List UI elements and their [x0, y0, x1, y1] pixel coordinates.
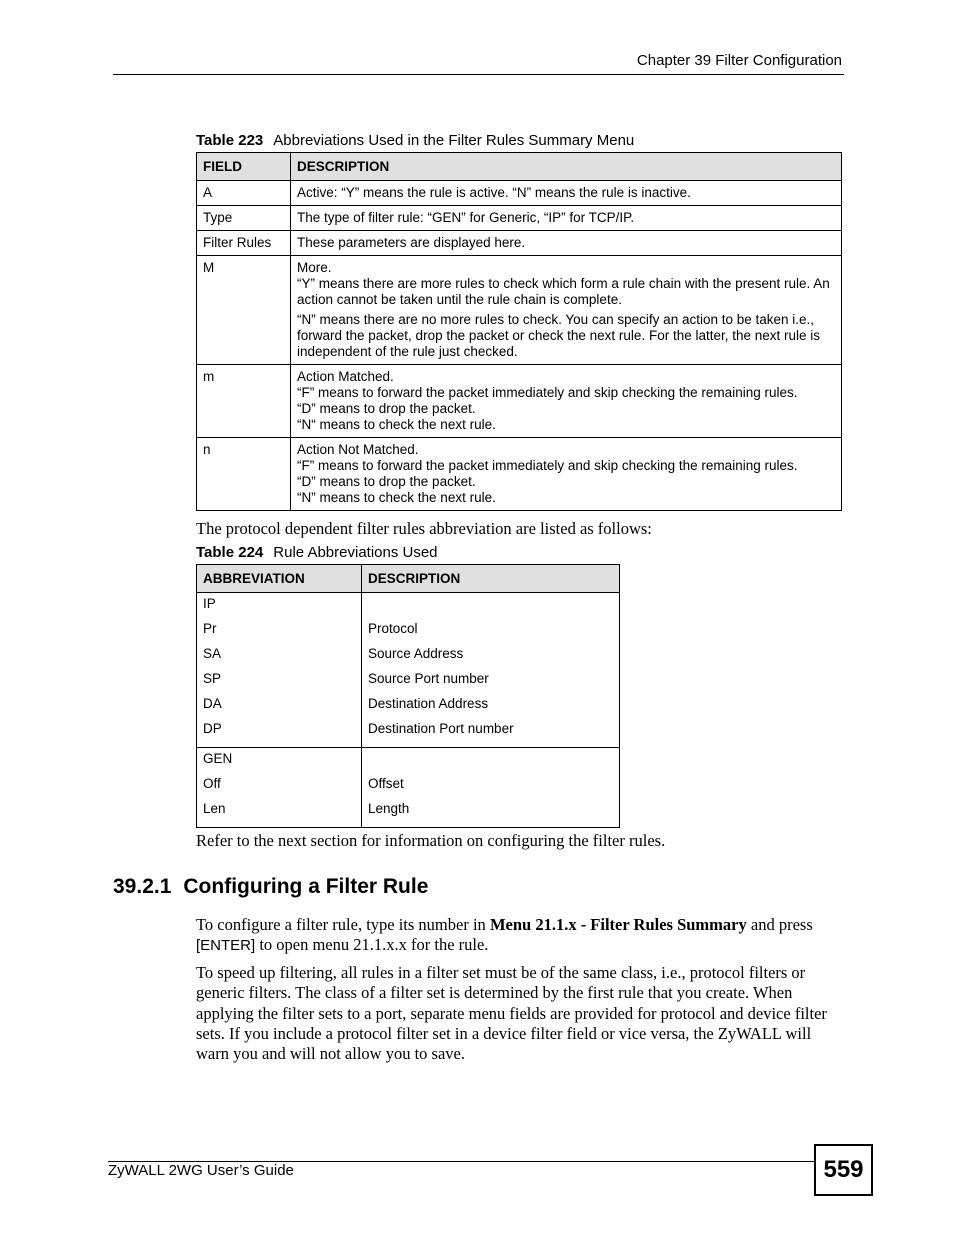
- description-cell: [291, 438, 842, 511]
- guide-title: ZyWALL 2WG User’s Guide: [108, 1162, 294, 1179]
- table-row: [197, 231, 842, 256]
- table-223: [196, 152, 842, 511]
- refer-paragraph: Refer to the next section for information on configuring the filter rules.: [196, 831, 666, 850]
- description-cell: [291, 206, 842, 231]
- description-item: Length: [368, 801, 410, 816]
- table-header-row: [197, 153, 842, 181]
- field-cell: Type: [197, 206, 291, 231]
- field-cell: A: [197, 181, 291, 206]
- table-row-group-gen: [197, 748, 620, 828]
- table-row: [197, 365, 842, 438]
- description-item: Destination Address: [368, 696, 489, 711]
- description-item: Offset: [368, 776, 404, 791]
- table-row: [197, 206, 842, 231]
- description-line: The type of filter rule: “GEN” for Generic, “IP” for TCP/IP.: [297, 210, 635, 225]
- instruction-paragraph: [196, 915, 842, 957]
- table-224-title: Rule Abbreviations Used: [273, 544, 438, 561]
- field-cell: m: [197, 365, 291, 438]
- table-224-number: Table 224: [196, 544, 264, 561]
- description-line: “F” means to forward the packet immediately and skip checking the remaining rules.: [297, 458, 798, 473]
- enter-key-reference: [ENTER]: [196, 937, 256, 955]
- column-header-abbreviation: ABBREVIATION: [197, 565, 362, 593]
- description-item: Protocol: [368, 621, 418, 636]
- abbreviation-item: Off: [203, 776, 221, 791]
- abbreviation-item: DA: [203, 696, 222, 711]
- para1-text: to open menu 21.1.x.x for the rule.: [255, 935, 489, 955]
- abbreviation-item: Len: [203, 801, 226, 816]
- description-item: [368, 595, 613, 620]
- description-item: Source Address: [368, 646, 464, 661]
- column-header-field: FIELD: [197, 153, 291, 181]
- description-line: “D” means to drop the packet.: [297, 474, 476, 489]
- abbreviation-item: IP: [203, 596, 216, 611]
- abbreviation-cell: [197, 593, 362, 748]
- description-line: “D” means to drop the packet.: [297, 401, 476, 416]
- description-cell: [291, 256, 842, 365]
- column-header-description: DESCRIPTION: [362, 565, 620, 593]
- description-cell: [362, 593, 620, 748]
- description-item: Source Port number: [368, 671, 489, 686]
- description-line: “N“ means to check the next rule.: [297, 417, 496, 432]
- description-line: Active: “Y” means the rule is active. “N” means the rule is inactive.: [297, 185, 691, 200]
- intro-paragraph: The protocol dependent filter rules abbreviation are listed as follows:: [196, 519, 652, 538]
- field-cell: n: [197, 438, 291, 511]
- section-number: 39.2.1: [113, 875, 172, 898]
- table-224: [196, 564, 620, 828]
- description-line: “N” means to check the next rule.: [297, 490, 496, 505]
- table-row: [197, 438, 842, 511]
- table-223-title: Abbreviations Used in the Filter Rules Summary Menu: [273, 132, 635, 149]
- abbreviation-item: GEN: [203, 751, 233, 766]
- abbreviation-item: SA: [203, 646, 222, 661]
- para1-text: and press: [746, 915, 813, 934]
- description-line: “Y” means there are more rules to check which form a rule chain with the present rule. An action cannot be taken until the rule chain is complete.: [297, 276, 830, 307]
- abbreviation-item: DP: [203, 721, 222, 736]
- section-title: Configuring a Filter Rule: [183, 875, 429, 898]
- table-row: [197, 181, 842, 206]
- chapter-header: Chapter 39 Filter Configuration: [636, 52, 842, 69]
- table-223-number: Table 223: [196, 132, 264, 149]
- description-cell: [362, 748, 620, 828]
- header-divider: [113, 74, 844, 75]
- menu-reference: Menu 21.1.x - Filter Rules Summary: [489, 915, 747, 934]
- description-item: Destination Port number: [368, 721, 514, 736]
- table-row: [197, 256, 842, 365]
- table-row-group-ip: [197, 593, 620, 748]
- description-line: Action Not Matched.: [297, 442, 419, 457]
- description-line: These parameters are displayed here.: [297, 235, 526, 250]
- abbreviation-item: SP: [203, 671, 222, 686]
- description-cell: [291, 181, 842, 206]
- description-cell: [291, 365, 842, 438]
- description-line: “F” means to forward the packet immediately and skip checking the remaining rules.: [297, 385, 798, 400]
- table-223-caption: [196, 132, 634, 149]
- field-cell: Filter Rules: [197, 231, 291, 256]
- para1-text: To configure a filter rule, type its number in: [196, 915, 490, 934]
- section-heading: [113, 875, 428, 899]
- filter-class-paragraph: To speed up filtering, all rules in a filter set must be of the same class, i.e., protocol filters or generic filters. The class of a filter set is determined by the first rule that you create. When applying the filter sets to a port, separate menu fields are provided for protocol and device filter sets. If you include a protocol filter set in a device filter field or vice versa, the ZyWALL will warn you and will not allow you to save.: [196, 963, 827, 1064]
- description-line: “N” means there are no more rules to check. You can specify an action to be taken i.e., forward the packet, drop the packet or check the next rule. For the latter, the next rule is independent of the rule just checked.: [297, 312, 821, 359]
- table-header-row: [197, 565, 620, 593]
- column-header-description: DESCRIPTION: [291, 153, 842, 181]
- page-number: 559: [814, 1144, 873, 1196]
- abbreviation-cell: [197, 748, 362, 828]
- description-line: Action Matched.: [297, 369, 394, 384]
- table-224-caption: [196, 544, 438, 561]
- abbreviation-item: Pr: [203, 621, 217, 636]
- description-item: [368, 750, 613, 775]
- description-line: More.: [297, 260, 332, 275]
- description-cell: [291, 231, 842, 256]
- field-cell: M: [197, 256, 291, 365]
